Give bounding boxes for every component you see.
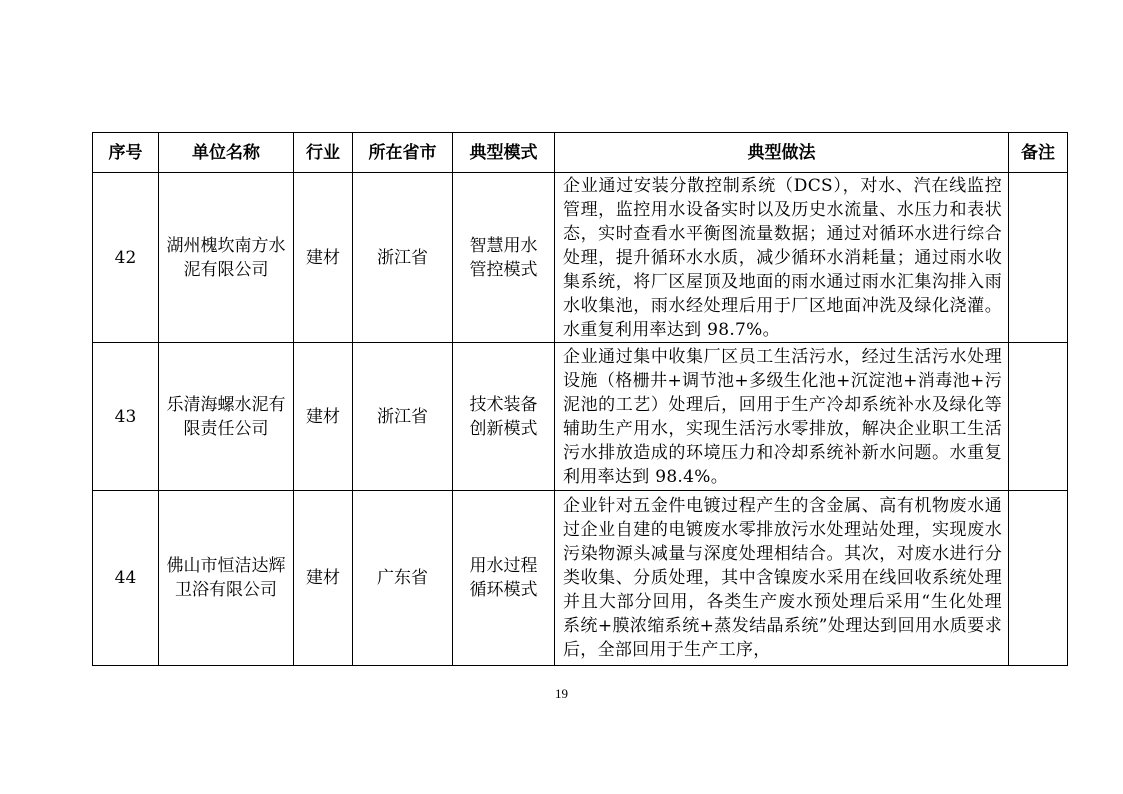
header-unit: 单位名称 [159,133,294,173]
cell-industry: 建材 [294,173,353,343]
table-row [93,173,1068,343]
practice-table [92,132,1068,666]
cell-mode [453,173,555,343]
cell-remark [1009,343,1068,491]
cell-remark [1009,491,1068,666]
table-row [93,491,1068,666]
cell-unit [159,173,294,343]
cell-province: 浙江省 [353,343,453,491]
cell-province: 浙江省 [353,173,453,343]
cell-practice: 企业针对五金件电镀过程产生的含金属、高有机物废水通过企业自建的电镀废水零排放污水处理站处理，实现废水污染物源头减量与深度处理相结合。其次，对废水进行分类收集、分质处理，其中含镍废水采用在线回收系统处理并且大部分回用，各类生产废水预处理后采用“生化处理系统+膜浓缩系统+蒸发结晶系统”处理达到回用水质要求后，全部回用于生产工序， [555,491,1009,666]
cell-unit [159,491,294,666]
cell-no: 43 [93,343,159,491]
table-row [93,343,1068,491]
mode-name: 用水过程循环模式 [469,556,538,600]
cell-no: 42 [93,173,159,343]
mode-name: 智慧用水管控模式 [469,235,538,280]
unit-name: 湖州槐坎南方水泥有限公司 [166,235,286,280]
cell-practice: 企业通过安装分散控制系统（DCS），对水、汽在线监控管理，监控用水设备实时以及历史水流量、水压力和表状态，实时查看水平衡图流量数据；通过对循环水进行综合处理，提升循环水水质，减少循环水消耗量；通过雨水收集系统，将厂区屋顶及地面的雨水通过雨水汇集沟排入雨水收集池，雨水经处理后用于厂区地面冲洗及绿化浇灌。水重复利用率达到 98.7%。 [555,173,1009,343]
unit-name: 乐清海螺水泥有限责任公司 [166,394,286,439]
header-industry: 行业 [294,133,353,173]
page-number: 19 [555,686,568,701]
header-province: 所在省市 [353,133,453,173]
header-practice: 典型做法 [555,133,1009,173]
header-mode: 典型模式 [453,133,555,173]
cell-mode [453,343,555,491]
cell-remark [1009,173,1068,343]
unit-name: 佛山市恒洁达辉卫浴有限公司 [166,556,286,600]
header-remark: 备注 [1009,133,1068,173]
cell-practice: 企业通过集中收集厂区员工生活污水，经过生活污水处理设施（格栅井+调节池+多级生化池+沉淀池+消毒池+污泥池的工艺）处理后，回用于生产冷却系统补水及绿化等辅助生产用水，实现生活污水零排放，解决企业职工生活污水排放造成的环境压力和冷却系统补新水问题。水重复利用率达到 98.4%。 [555,343,1009,491]
cell-province: 广东省 [353,491,453,666]
cell-unit [159,343,294,491]
cell-industry: 建材 [294,491,353,666]
mode-name: 技术装备创新模式 [469,394,538,439]
header-no: 序号 [93,133,159,173]
cell-industry: 建材 [294,343,353,491]
header-row [93,133,1068,173]
cell-mode [453,491,555,666]
cell-no: 44 [93,491,159,666]
